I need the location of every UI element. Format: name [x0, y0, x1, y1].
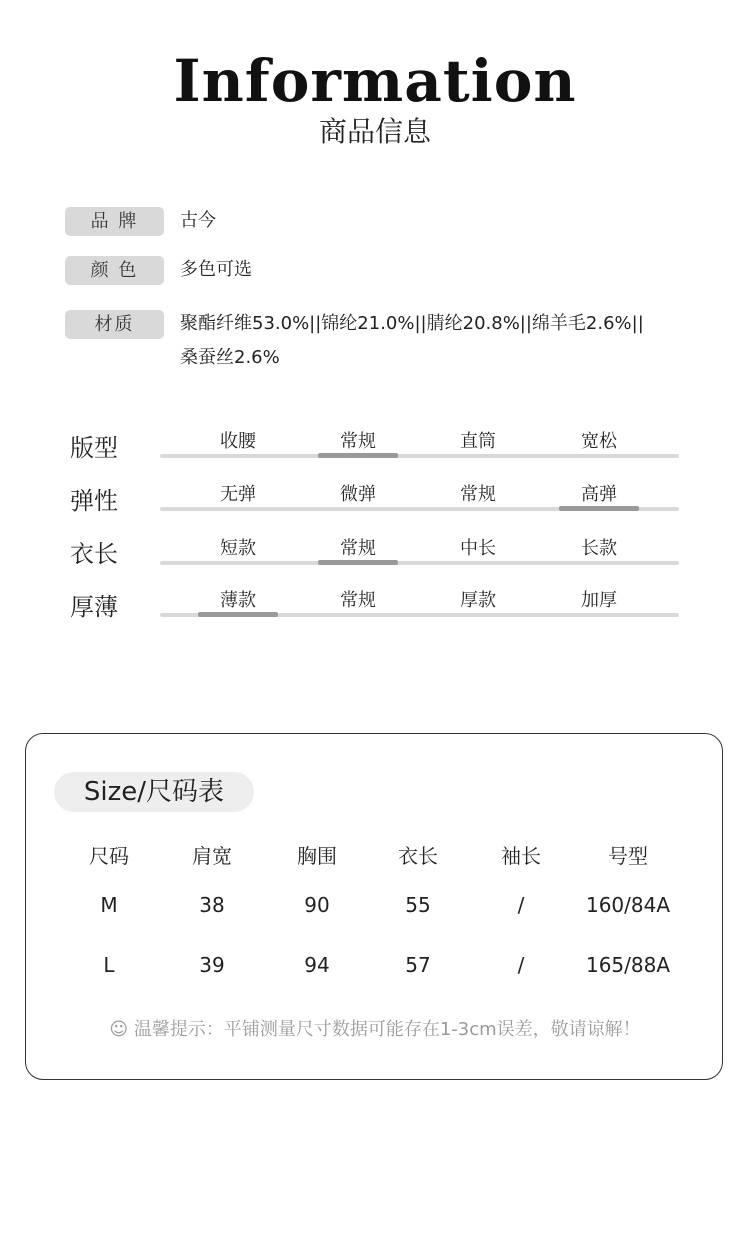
- size-cell: 90: [304, 893, 330, 917]
- scale-option: 常规: [340, 431, 376, 452]
- scale-label: 衣长: [70, 540, 118, 568]
- size-cell: 38: [199, 893, 225, 917]
- size-cell: L: [103, 953, 115, 977]
- scale-option: 加厚: [581, 590, 617, 611]
- size-cell: 39: [199, 953, 225, 977]
- scale-label: 厚薄: [70, 593, 118, 621]
- size-cell: 57: [405, 953, 431, 977]
- size-cell: /: [517, 953, 525, 977]
- scale-option: 高弹: [581, 484, 617, 505]
- size-header-cell: 号型: [608, 844, 648, 868]
- size-header-cell: 胸围: [297, 844, 337, 868]
- brand-value: 古今: [180, 210, 216, 231]
- scale-option: 厚款: [460, 590, 496, 611]
- scale-option: 常规: [340, 538, 376, 559]
- size-cell: 94: [304, 953, 330, 977]
- color-label: 颜 色: [65, 256, 164, 285]
- scale-option: 常规: [460, 484, 496, 505]
- size-header-cell: 袖长: [501, 844, 541, 868]
- scale-option: 中长: [460, 538, 496, 559]
- material-label: 材质: [65, 310, 164, 339]
- size-header-cell: 尺码: [89, 844, 129, 868]
- scale-track: [160, 561, 679, 565]
- scale-option: 短款: [220, 538, 256, 559]
- color-value: 多色可选: [180, 259, 252, 280]
- scale-option: 无弹: [220, 484, 256, 505]
- scale-track: [160, 454, 679, 458]
- scale-option: 收腰: [220, 431, 256, 452]
- size-cell: 160/84A: [585, 893, 671, 917]
- size-header-cell: 肩宽: [192, 844, 232, 868]
- material-value-line2: 桑蚕丝2.6%: [180, 347, 280, 368]
- scale-label: 弹性: [70, 487, 118, 515]
- scale-option: 常规: [340, 590, 376, 611]
- brand-label: 品 牌: [65, 207, 164, 236]
- size-cell: 165/88A: [585, 953, 671, 977]
- scale-option: 长款: [581, 538, 617, 559]
- scale-option: 薄款: [220, 590, 256, 611]
- size-cell: M: [100, 893, 118, 917]
- scale-option: 微弹: [340, 484, 376, 505]
- size-header-cell: 衣长: [398, 844, 438, 868]
- size-table-title: Size/尺码表: [54, 772, 254, 812]
- scale-option: 宽松: [581, 431, 617, 452]
- scale-label: 版型: [70, 434, 118, 462]
- product-info-subtitle: 商品信息: [318, 115, 431, 148]
- measurement-note: ☺ 温馨提示：平铺测量尺寸数据可能存在1-3cm误差，敬请谅解！: [109, 1019, 641, 1040]
- size-cell: /: [517, 893, 525, 917]
- size-cell: 55: [405, 893, 431, 917]
- scale-option: 直筒: [460, 431, 496, 452]
- information-title: Information: [173, 47, 577, 115]
- material-value-line1: 聚酯纤维53.0%||锦纶21.0%||腈纶20.8%||绵羊毛2.6%||: [180, 313, 644, 334]
